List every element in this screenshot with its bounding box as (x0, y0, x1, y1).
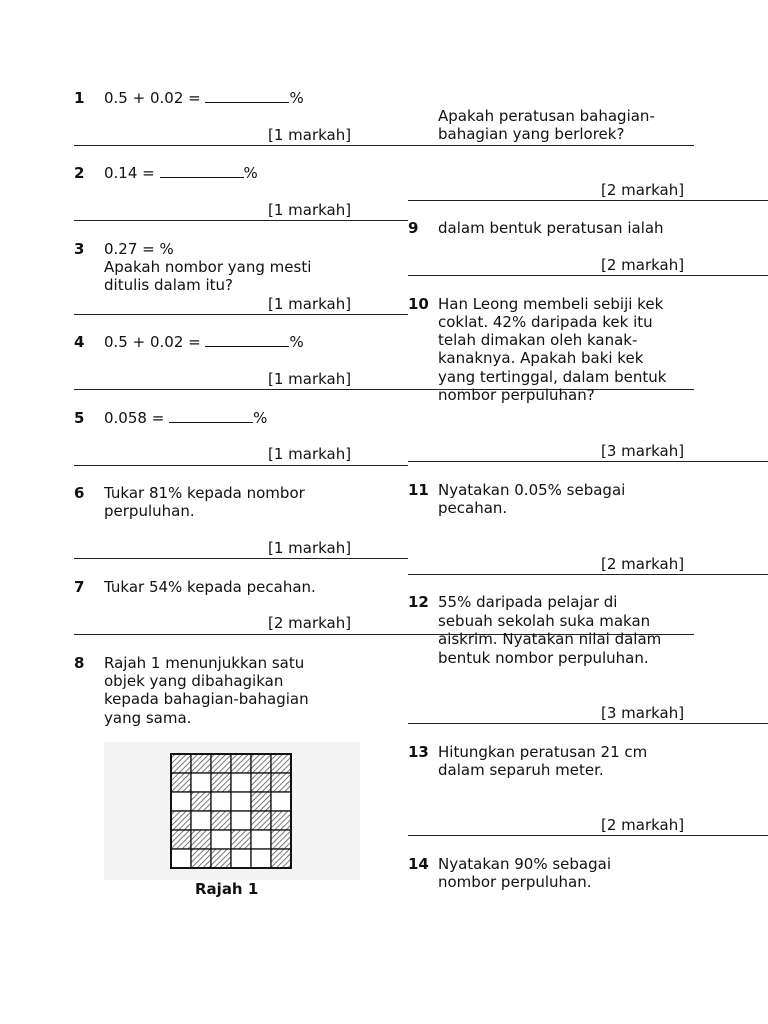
shaded-cell (251, 811, 271, 830)
shaded-cell (211, 811, 231, 830)
percent-sign: % (289, 89, 304, 107)
marks-label: [1 markah] (268, 126, 352, 144)
question-text-line: kanaknya. Apakah baki kek (438, 349, 644, 367)
question-text-line: yang tertinggal, dalam bentuk (438, 368, 667, 386)
unshaded-cell (231, 849, 251, 868)
answer-blank[interactable] (169, 409, 253, 423)
unshaded-cell (231, 811, 251, 830)
question-text-line: kepada bahagian-bahagian (104, 690, 309, 708)
question-number: 11 (408, 481, 429, 499)
shaded-cell (271, 849, 291, 868)
question-text-line: dalam bentuk peratusan ialah (438, 219, 664, 237)
marks-label: [1 markah] (268, 295, 352, 313)
question-text-line: Apakah peratusan bahagian- (438, 107, 655, 125)
question-text-line: ditulis dalam itu? (104, 276, 233, 294)
marks-label: [1 markah] (268, 539, 352, 557)
question-text-line: Nyatakan 0.05% sebagai (438, 481, 626, 499)
percent-sign: % (243, 164, 258, 182)
unshaded-cell (231, 773, 251, 792)
question-number: 6 (74, 484, 85, 502)
divider (408, 723, 768, 724)
question-text-line: Tukar 54% kepada pecahan. (104, 578, 316, 596)
shaded-cell (171, 773, 191, 792)
answer-blank[interactable] (205, 89, 289, 103)
marks-label: [3 markah] (601, 704, 685, 722)
question-number: 12 (408, 593, 429, 611)
shaded-cell (231, 830, 251, 849)
unshaded-cell (251, 849, 271, 868)
unshaded-cell (271, 792, 291, 811)
marks-label: [2 markah] (601, 555, 685, 573)
question-1-expression (104, 89, 304, 108)
divider (74, 145, 694, 146)
shaded-cell (231, 754, 251, 773)
expression-left: 0.058 = (104, 409, 165, 427)
divider (74, 220, 408, 221)
rajah-1-grid (170, 753, 294, 870)
shaded-cell (251, 792, 271, 811)
question-text-line: yang sama. (104, 709, 192, 727)
question-number: 7 (74, 578, 85, 596)
divider (408, 835, 768, 836)
percent-sign: % (253, 409, 268, 427)
question-number: 8 (74, 654, 85, 672)
question-text-line: objek yang dibahagikan (104, 672, 284, 690)
question-text-line: perpuluhan. (104, 502, 195, 520)
question-text-line: pecahan. (438, 499, 508, 517)
unshaded-cell (191, 773, 211, 792)
divider (408, 275, 768, 276)
divider (408, 574, 768, 575)
divider (408, 461, 768, 462)
shaded-cell (171, 811, 191, 830)
marks-label: [2 markah] (601, 256, 685, 274)
question-text-line: nombor perpuluhan. (438, 873, 592, 891)
question-number: 2 (74, 164, 85, 182)
unshaded-cell (251, 830, 271, 849)
question-4-expression (104, 333, 304, 352)
marks-label: [1 markah] (268, 445, 352, 463)
question-text-line: Han Leong membeli sebiji kek (438, 295, 664, 313)
marks-label: [2 markah] (601, 181, 685, 199)
shaded-cell (211, 849, 231, 868)
question-number: 9 (408, 219, 419, 237)
marks-label: [3 markah] (601, 442, 685, 460)
question-2-expression (104, 164, 258, 183)
divider (74, 465, 408, 466)
expression-left: 0.5 + 0.02 = (104, 333, 201, 351)
question-text-line: coklat. 42% daripada kek itu (438, 313, 653, 331)
unshaded-cell (211, 792, 231, 811)
shaded-cell (211, 754, 231, 773)
question-number: 3 (74, 240, 85, 258)
unshaded-cell (231, 792, 251, 811)
expression-left: 0.14 = (104, 164, 155, 182)
shaded-cell (271, 830, 291, 849)
percent-sign: % (289, 333, 304, 351)
question-number: 5 (74, 409, 85, 427)
question-text-line: nombor perpuluhan? (438, 386, 595, 404)
question-number: 13 (408, 743, 429, 761)
question-text-line: Hitungkan peratusan 21 cm (438, 743, 648, 761)
shaded-cell (211, 773, 231, 792)
question-5-expression (104, 409, 267, 428)
question-text-line: Rajah 1 menunjukkan satu (104, 654, 305, 672)
question-number: 14 (408, 855, 429, 873)
answer-blank[interactable] (160, 164, 244, 178)
shaded-cell (251, 773, 271, 792)
shaded-cell (191, 792, 211, 811)
divider (74, 314, 408, 315)
shaded-cell (251, 754, 271, 773)
shaded-cell (171, 754, 191, 773)
question-text-line: 55% daripada pelajar di (438, 593, 618, 611)
question-text-line: Apakah nombor yang mesti (104, 258, 312, 276)
shaded-cell (191, 830, 211, 849)
shaded-cell (191, 849, 211, 868)
question-number: 10 (408, 295, 429, 313)
unshaded-cell (171, 849, 191, 868)
marks-label: [1 markah] (268, 201, 352, 219)
shaded-cell (271, 773, 291, 792)
divider (74, 558, 408, 559)
unshaded-cell (211, 830, 231, 849)
expression-left: 0.5 + 0.02 = (104, 89, 201, 107)
divider (74, 389, 694, 390)
unshaded-cell (191, 811, 211, 830)
shaded-cell (191, 754, 211, 773)
shaded-cell (271, 811, 291, 830)
shaded-cell (271, 754, 291, 773)
answer-blank[interactable] (205, 333, 289, 347)
question-text-line: aiskrim. Nyatakan nilai dalam (438, 630, 662, 648)
question-text-line: telah dimakan oleh kanak- (438, 331, 638, 349)
marks-label: [1 markah] (268, 370, 352, 388)
question-text-line: Tukar 81% kepada nombor (104, 484, 305, 502)
question-text-line: 0.27 = % (104, 240, 174, 258)
question-text-line: bahagian yang berlorek? (438, 125, 625, 143)
question-text-line: dalam separuh meter. (438, 761, 604, 779)
question-number: 1 (74, 89, 85, 107)
question-text-line: Nyatakan 90% sebagai (438, 855, 611, 873)
question-text-line: bentuk nombor perpuluhan. (438, 649, 649, 667)
figure-caption: Rajah 1 (195, 880, 259, 898)
marks-label: [2 markah] (268, 614, 352, 632)
shaded-cell (171, 830, 191, 849)
question-text-line: sebuah sekolah suka makan (438, 612, 651, 630)
unshaded-cell (171, 792, 191, 811)
marks-label: [2 markah] (601, 816, 685, 834)
divider (408, 200, 768, 201)
question-number: 4 (74, 333, 85, 351)
